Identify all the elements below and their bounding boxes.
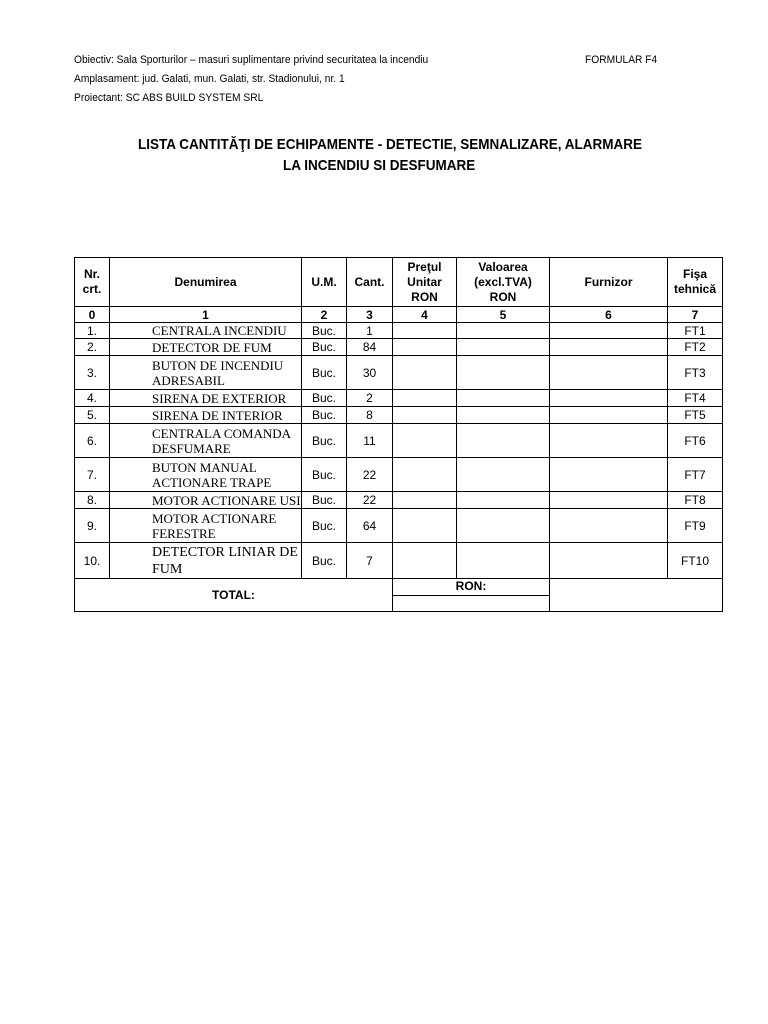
total-currency-label: RON: [455,579,487,593]
col-price-header [393,258,457,307]
col-nr-header-line: crt. [82,282,102,296]
total-value [457,543,550,579]
col-supplier-header [550,258,668,307]
tech-sheet: FT3 [668,356,723,390]
tech-sheet: FT2 [668,339,723,356]
item-name [110,492,302,509]
item-name [110,339,302,356]
quantity: 84 [347,339,393,356]
tech-sheet: FT8 [668,492,723,509]
row-number: 1. [75,323,110,339]
supplier [550,509,668,543]
item-name-line: ADRESABIL [152,372,225,388]
col-qty-header [347,258,393,307]
col-um-header [302,258,347,307]
supplier [550,458,668,492]
table-row [75,458,723,492]
location-line: Amplasament: jud. Galati, mun. Galati, str. Stadionului, nr. 1 [74,73,345,85]
col-sheet-header [668,258,723,307]
column-index: 1 [110,307,302,323]
unit-measure: Buc. [302,339,347,356]
tech-sheet: FT6 [668,424,723,458]
supplier [550,543,668,579]
quantity: 22 [347,458,393,492]
total-value [457,424,550,458]
total-currency-cell [393,579,550,612]
total-value [457,339,550,356]
column-index: 3 [347,307,393,323]
unit-measure: Buc. [302,458,347,492]
total-row [75,579,723,612]
item-name-line: DETECTOR LINIAR DE [152,544,298,560]
item-name-line: BUTON DE INCENDIU [152,357,284,373]
unit-price [393,509,457,543]
unit-price [393,339,457,356]
unit-price [393,424,457,458]
table-row [75,509,723,543]
table-row [75,390,723,407]
quantity: 30 [347,356,393,390]
unit-measure: Buc. [302,390,347,407]
row-number: 9. [75,509,110,543]
unit-measure: Buc. [302,424,347,458]
row-number: 2. [75,339,110,356]
item-name [110,407,302,424]
row-number: 8. [75,492,110,509]
table-row [75,407,723,424]
table-row [75,339,723,356]
quantity: 2 [347,390,393,407]
table-row [75,323,723,339]
tech-sheet: FT5 [668,407,723,424]
tech-sheet: FT1 [668,323,723,339]
quantity: 1 [347,323,393,339]
col-sheet-header-line: tehnică [673,282,716,296]
unit-measure: Buc. [302,509,347,543]
equipment-table [74,257,723,612]
unit-price [393,390,457,407]
column-index: 6 [550,307,668,323]
item-name-line: SIRENA DE INTERIOR [152,407,283,423]
tech-sheet: FT9 [668,509,723,543]
supplier [550,323,668,339]
item-name-line: BUTON MANUAL [152,459,257,475]
item-name [110,390,302,407]
unit-price [393,407,457,424]
col-nr-header-line: Nr. [83,267,100,281]
item-name-line: DESFUMARE [152,440,231,456]
col-value-header [457,258,550,307]
quantity: 7 [347,543,393,579]
col-qty-header-line: Cant. [354,274,385,289]
total-value [457,458,550,492]
item-name [110,543,302,579]
total-value [457,356,550,390]
item-name [110,458,302,492]
unit-measure: Buc. [302,543,347,579]
col-um-header-line: U.M. [311,274,337,289]
item-name [110,509,302,543]
supplier [550,407,668,424]
col-supplier-header-line: Furnizor [584,274,633,289]
total-divider [393,595,549,596]
row-number: 4. [75,390,110,407]
col-value-header-line: Valoarea [478,259,528,274]
column-index: 2 [302,307,347,323]
total-value [457,323,550,339]
unit-measure: Buc. [302,407,347,424]
column-index: 7 [668,307,723,323]
unit-measure: Buc. [302,356,347,390]
item-name-line: SIRENA DE EXTERIOR [152,390,287,406]
col-price-header-line: Unitar [407,274,442,289]
supplier [550,390,668,407]
row-number: 3. [75,356,110,390]
supplier [550,424,668,458]
col-price-header-line: RON [411,289,438,304]
table-index-row [75,307,723,323]
supplier [550,339,668,356]
col-name-header-line: Denumirea [174,274,237,289]
col-price-header-line: Preţul [407,259,442,274]
item-name-line: MOTOR ACTIONARE [152,510,277,526]
tech-sheet: FT7 [668,458,723,492]
col-value-header-line: RON [489,289,517,304]
quantity: 64 [347,509,393,543]
total-value [457,390,550,407]
item-name-line: FERESTRE [152,525,216,541]
item-name-line: MOTOR ACTIONARE USI [152,492,301,508]
table-row [75,424,723,458]
col-name-header [110,258,302,307]
row-number: 5. [75,407,110,424]
col-value-header-line: (excl.TVA) [474,274,532,289]
unit-price [393,492,457,509]
unit-measure: Buc. [302,492,347,509]
supplier [550,492,668,509]
unit-price [393,323,457,339]
col-sheet-header-line: Fişa [682,267,707,281]
item-name-line: DETECTOR DE FUM [152,339,272,355]
item-name-line: CENTRALA COMANDA [152,425,292,441]
unit-price [393,543,457,579]
total-value [457,407,550,424]
unit-measure: Buc. [302,323,347,339]
column-index: 0 [75,307,110,323]
table-row [75,543,723,579]
row-number: 7. [75,458,110,492]
table-header-row [75,258,723,307]
column-index: 5 [457,307,550,323]
title-line-1: LISTA CANTITĂŢI DE ECHIPAMENTE - DETECTIE, SEMNALIZARE, ALARMARE [138,136,642,153]
item-name [110,356,302,390]
form-code: FORMULAR F4 [585,54,658,66]
table-row [75,356,723,390]
column-index: 4 [393,307,457,323]
col-nr-header [75,258,110,307]
tech-sheet: FT4 [668,390,723,407]
item-name-line: FUM [152,561,183,577]
quantity: 22 [347,492,393,509]
title-line-2: LA INCENDIU SI DESFUMARE [283,157,476,174]
tech-sheet: FT10 [668,543,723,579]
quantity: 11 [347,424,393,458]
total-label: TOTAL: [75,579,393,612]
total-empty-cell [550,579,723,612]
unit-price [393,458,457,492]
item-name [110,323,302,339]
unit-price [393,356,457,390]
total-value [457,509,550,543]
supplier [550,356,668,390]
item-name-line: CENTRALA INCENDIU [152,323,287,338]
quantity: 8 [347,407,393,424]
table-row [75,492,723,509]
row-number: 6. [75,424,110,458]
item-name-line: ACTIONARE TRAPE [152,474,272,490]
designer-line: Proiectant: SC ABS BUILD SYSTEM SRL [74,92,264,104]
total-value [457,492,550,509]
objective-line: Obiectiv: Sala Sporturilor – masuri suplimentare privind securitatea la incendiu [74,54,429,66]
row-number: 10. [75,543,110,579]
item-name [110,424,302,458]
